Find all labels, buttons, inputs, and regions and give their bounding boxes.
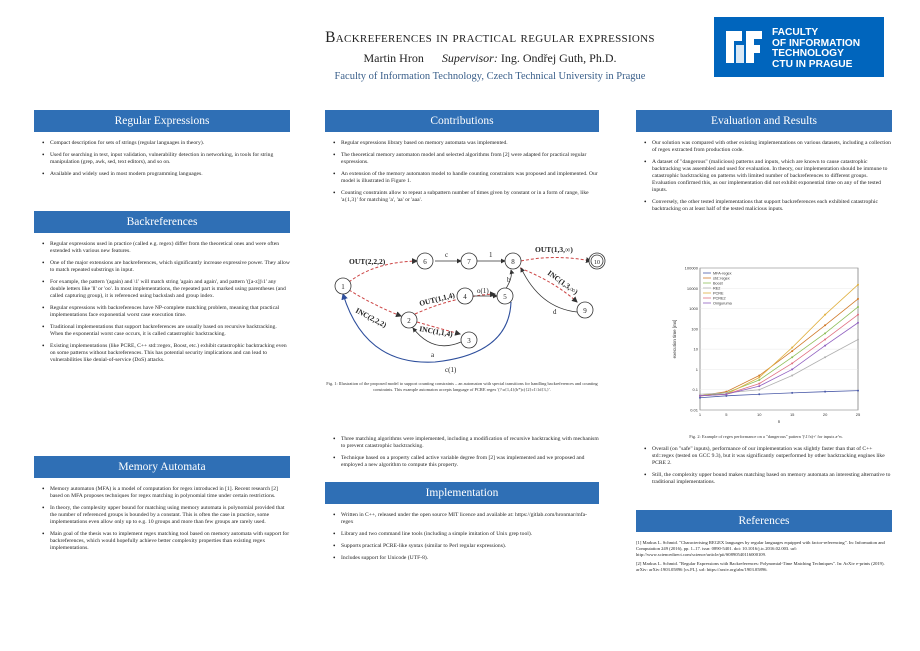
edge-label: a xyxy=(431,351,435,359)
logo-line-4: CTU IN PRAGUE xyxy=(772,58,853,70)
authors-line xyxy=(180,51,800,66)
node-label: 1 xyxy=(341,283,345,291)
node-label: 6 xyxy=(423,258,427,266)
figure-2-caption: Fig. 2: Example of regex performance on a "dangerous" pattern '(\1?a)+' for inputs a^n. xyxy=(689,434,843,439)
section-heading: Backreferences xyxy=(34,211,290,233)
x-tick-label: 15 xyxy=(789,412,795,417)
y-tick-label: 100000 xyxy=(684,265,698,271)
figure-2-chart xyxy=(666,262,866,440)
section-heading: References xyxy=(636,510,892,532)
data-point xyxy=(857,390,859,392)
legend-label: RE2 xyxy=(713,286,721,291)
bullet-list xyxy=(636,446,892,486)
section-heading: Regular Expressions xyxy=(34,110,290,132)
data-point xyxy=(791,362,793,364)
data-point xyxy=(824,332,826,334)
section-heading: Implementation xyxy=(325,482,599,504)
node-label: 7 xyxy=(467,258,471,266)
performance-chart xyxy=(666,262,866,427)
faculty-line: Faculty of Information Technology, Czech Technical University in Prague xyxy=(334,71,646,82)
data-point xyxy=(758,393,760,395)
list-item: • Main goal of the thesis was to implement regex matching tool based on memory automata with support for backreferences, which would hopefully achieve better complexity properties than existing regex implementations. xyxy=(42,531,290,552)
section-heading: Memory Automata xyxy=(34,456,290,478)
legend-label: MFA-regex xyxy=(713,271,732,276)
data-point xyxy=(824,345,826,347)
data-point xyxy=(699,397,701,399)
y-tick-label: 10000 xyxy=(686,285,698,291)
y-tick-label: 1 xyxy=(695,366,698,372)
x-tick-label: 5 xyxy=(725,412,728,417)
list-item: • Used for searching in text, input validation, vulnerability detection in networking, in tools for string manipulation (grep, awk, sed, text editors), and so on. xyxy=(42,152,290,166)
x-tick-label: 10 xyxy=(757,412,762,417)
edge-label: 1 xyxy=(489,251,493,259)
data-point xyxy=(857,284,859,286)
node-label: 5 xyxy=(503,293,507,301)
x-tick-label: 20 xyxy=(822,412,828,417)
data-point xyxy=(791,368,793,370)
node-label: 4 xyxy=(463,293,467,301)
automaton-diagram xyxy=(325,234,599,374)
list-item: • Regular expressions used in practice (called e.g. regex) differ from the theoretical ones and were often extended with various new features. xyxy=(42,241,290,255)
list-item: • Overall (on "safe" inputs), performance of our implementation was slightly faster than that of C++ std::regex (tested on GCC 9.3), but it was significantly outperformed by other backtracking engines like PCRE 2. xyxy=(644,446,892,467)
data-point xyxy=(791,356,793,358)
node-label: 10 xyxy=(594,260,600,266)
bullet-list xyxy=(636,140,892,213)
x-axis-label: n xyxy=(777,419,781,424)
list-item: • Still, the complexity upper bound makes matching based on memory automata an interesting alternative to traditional implementations. xyxy=(644,472,892,486)
edge-label: INC(1,3,∞) xyxy=(545,268,580,297)
data-point xyxy=(824,391,826,393)
reference-list xyxy=(636,540,892,573)
bullet-list xyxy=(34,241,290,364)
data-point xyxy=(857,322,859,324)
x-tick-label: 1 xyxy=(698,412,702,417)
list-item: • Memory automaton (MFA) is a model of computation for regex introduced in [1]. Recent research [2] based on MFA proposes techniques for regex matching in polynomial time under certain restrictions. xyxy=(42,486,290,500)
data-point xyxy=(824,338,826,340)
data-point xyxy=(758,379,760,381)
list-item: • Written in C++, released under the open source MIT licence and available at: https://gitlab.com/hronmar/mfa-regex xyxy=(333,512,599,526)
section-heading: Evaluation and Results xyxy=(636,110,892,132)
list-item: • An extension of the memory automaton model to handle counting constraints was proposed and implemented. Our model is illustrated in Figure 1. xyxy=(333,171,599,185)
edge-label: OUT(1,3,∞) xyxy=(535,245,573,254)
y-tick-label: 1000 xyxy=(689,306,698,312)
edge-label: o(1) xyxy=(477,287,489,295)
figure-1-caption: Fig. 1: Illustration of the proposed model to support counting constraints – an automaton with special transitions for handling backreferences and counting constraints. This example automaton accepts language of PCRE regex '(?:a{1,4}(b*)c){2}c1\1d{3,}'. xyxy=(326,381,598,392)
list-item: • Includes support for Unicode (UTF-8). xyxy=(333,555,599,562)
list-item: • Our solution was compared with other existing implementations on various datasets, including a collection of regex extracted from production code. xyxy=(644,140,892,154)
data-point xyxy=(857,298,859,300)
reference-item: [2] Markus L. Schmid. "Regular Expressions with Backreferences: Polynomial-Time Matching Techniques". In: ArXiv e-prints (2019). arXiv: arXiv:1903.05896 [cs.FL]. url: https://arxiv.org/abs/1903.05896. xyxy=(636,561,885,573)
data-point xyxy=(758,383,760,385)
data-point xyxy=(758,389,760,391)
figure-1-automaton xyxy=(325,234,599,392)
list-item: • In theory, the complexity upper bound for matching using memory automata is polynomial provided that the number of referenced groups is bounded by a constant. This is often the case in practice, some implementations even allow only up to e.g. 10 groups and more than few groups are rarely used. xyxy=(42,505,290,526)
list-item: • Technique based on a property called active variable degree from [2] was implemented and we proposed and employed a new algorithm to compute this property. xyxy=(333,455,599,469)
list-item: • One of the major extensions are backreferences, which significantly increase expressive power. They allow to match repeated substrings in input. xyxy=(42,260,290,274)
edge-label: b xyxy=(507,276,511,284)
list-item: • Regular expressions with backreferences have NP-complete matching problem, meaning that practical implementations face exponential worst case execution time. xyxy=(42,305,290,319)
legend-label: Oniguruma xyxy=(713,301,732,306)
y-axis-label: execution time [ms] xyxy=(672,319,677,359)
supervisor-label: Supervisor: xyxy=(441,51,498,65)
data-point xyxy=(758,377,760,379)
data-point xyxy=(791,375,793,377)
node-label: 2 xyxy=(407,317,411,325)
list-item: • A dataset of "dangerous" (malicious) patterns and inputs, which are known to cause catastrophic backtracking was assembled and used for evaluation. In theory, our implementation should be immune to catastrophic backtracking on patterns with limited number of backreferences to different groups. Evaluation confirmed this, as our implementation did not exhibit exponential time on any of the tested inputs. xyxy=(644,159,892,194)
logo-line-3: TECHNOLOGY xyxy=(772,48,844,60)
supervisor-name: Ing. Ondřej Guth, Ph.D. xyxy=(500,51,617,65)
bullet-list xyxy=(325,140,599,204)
legend-label: PCRE2 xyxy=(713,296,726,301)
list-item: • The theoretical memory automaton model and selected algorithms from [2] were adapted for practical regular expressions. xyxy=(333,152,599,166)
node-label: 8 xyxy=(511,258,515,266)
data-point xyxy=(725,393,727,395)
data-point xyxy=(699,395,701,397)
list-item: • Existing implementations (like PCRE, C++ std::regex, Boost, etc.) exhibit catastrophic backtracking even on some patterns without backreferences. This has potential security implications and can lead to vulnerabilities like denial-of-service (DoS) attacks. xyxy=(42,343,290,364)
list-item: • Supports practical PCRE-like syntax (similar to Perl regular expressions). xyxy=(333,543,599,550)
author-name: Martin Hron xyxy=(363,51,424,65)
bullet-list xyxy=(325,512,599,562)
bullet-list xyxy=(325,436,599,469)
y-tick-label: 10 xyxy=(693,346,698,352)
section-heading: Contributions xyxy=(325,110,599,132)
data-point xyxy=(857,306,859,308)
bullet-list xyxy=(34,486,290,552)
node-label: 9 xyxy=(583,307,587,315)
list-item: • Compact description for sets of strings (regular languages in theory). xyxy=(42,140,290,147)
list-item: • For example, the pattern '(again) and \1' will match string 'again and again', and pattern '([a-z])\1' any double letters like 'll' or 'oo'. In most implementations, the repeated part is marked using parentheses (and called capturing group), it is referenced using backslash and group index. xyxy=(42,279,290,300)
x-tick-label: 25 xyxy=(855,412,861,417)
edge-label: INC(1,1,4) xyxy=(418,324,454,339)
legend-label: PCRE xyxy=(713,291,724,296)
edge-label: INC(2,2,2) xyxy=(354,305,389,330)
edge-label: OUT(1,1,4) xyxy=(418,290,456,308)
ctu-lion-icon xyxy=(722,25,766,69)
data-point xyxy=(758,375,760,377)
logo-line-1: FACULTY xyxy=(772,27,819,38)
node-label: 3 xyxy=(467,337,471,345)
list-item: • Library and two command line tools (including a simple imitation of Unix grep tool). xyxy=(333,531,599,538)
legend-label: Boost xyxy=(713,281,723,286)
bullet-list xyxy=(34,140,290,178)
y-tick-label: 0.1 xyxy=(692,387,698,393)
reference-item: [1] Markus L. Schmid. "Characterising REGEX languages by regular languages equipped with factor-referencing". In: Information and Computation 249 (2016), pp. 1–17. issn: 0890-5401. doi: 10.1016/j.ic.2016.02.003. url: http://www.sciencedirect.com/science/article/pii/S0890540116000109. xyxy=(636,540,885,557)
y-tick-label: 100 xyxy=(691,326,698,332)
data-point xyxy=(824,324,826,326)
list-item: • Conversely, the other tested implementations that support backreferences each exhibited catastrophic backtracking on at least half of the tested malicious inputs. xyxy=(644,199,892,213)
edge-label: d xyxy=(553,308,557,316)
data-point xyxy=(824,314,826,316)
edge-label: OUT(2,2,2) xyxy=(349,257,386,266)
list-item: • Regular expressions library based on memory automata was implemented. xyxy=(333,140,599,147)
legend-label: std::regex xyxy=(713,276,730,281)
faculty-logo xyxy=(714,17,884,77)
edge-label: c xyxy=(445,251,449,259)
data-point xyxy=(758,385,760,387)
list-item: • Traditional implementations that support backreferences are usually based on recursive backtracking. When the exponential worst case occurs, it is called catastrophic backtracking. xyxy=(42,324,290,338)
data-point xyxy=(857,314,859,316)
y-tick-label: 0.01 xyxy=(690,407,698,413)
data-point xyxy=(791,350,793,352)
list-item: • Three matching algorithms were implemented, including a modification of recursive backtracking with mechanism to prevent catastrophic backtracking. xyxy=(333,436,599,450)
data-point xyxy=(791,347,793,349)
poster-title: Backreferences in practical regular expressions xyxy=(325,29,655,46)
edge-label: c(1) xyxy=(445,366,457,374)
data-point xyxy=(791,392,793,394)
data-point xyxy=(857,338,859,340)
list-item: • Available and widely used in most modern programming languages. xyxy=(42,171,290,178)
list-item: • Counting constraints allow to repeat a subpattern number of times given by constant or in a form of range, like 'a{1,3}' for matching 'a', 'aa' or 'aaa'. xyxy=(333,190,599,204)
data-point xyxy=(824,356,826,358)
logo-line-2: OF INFORMATION xyxy=(772,37,861,49)
